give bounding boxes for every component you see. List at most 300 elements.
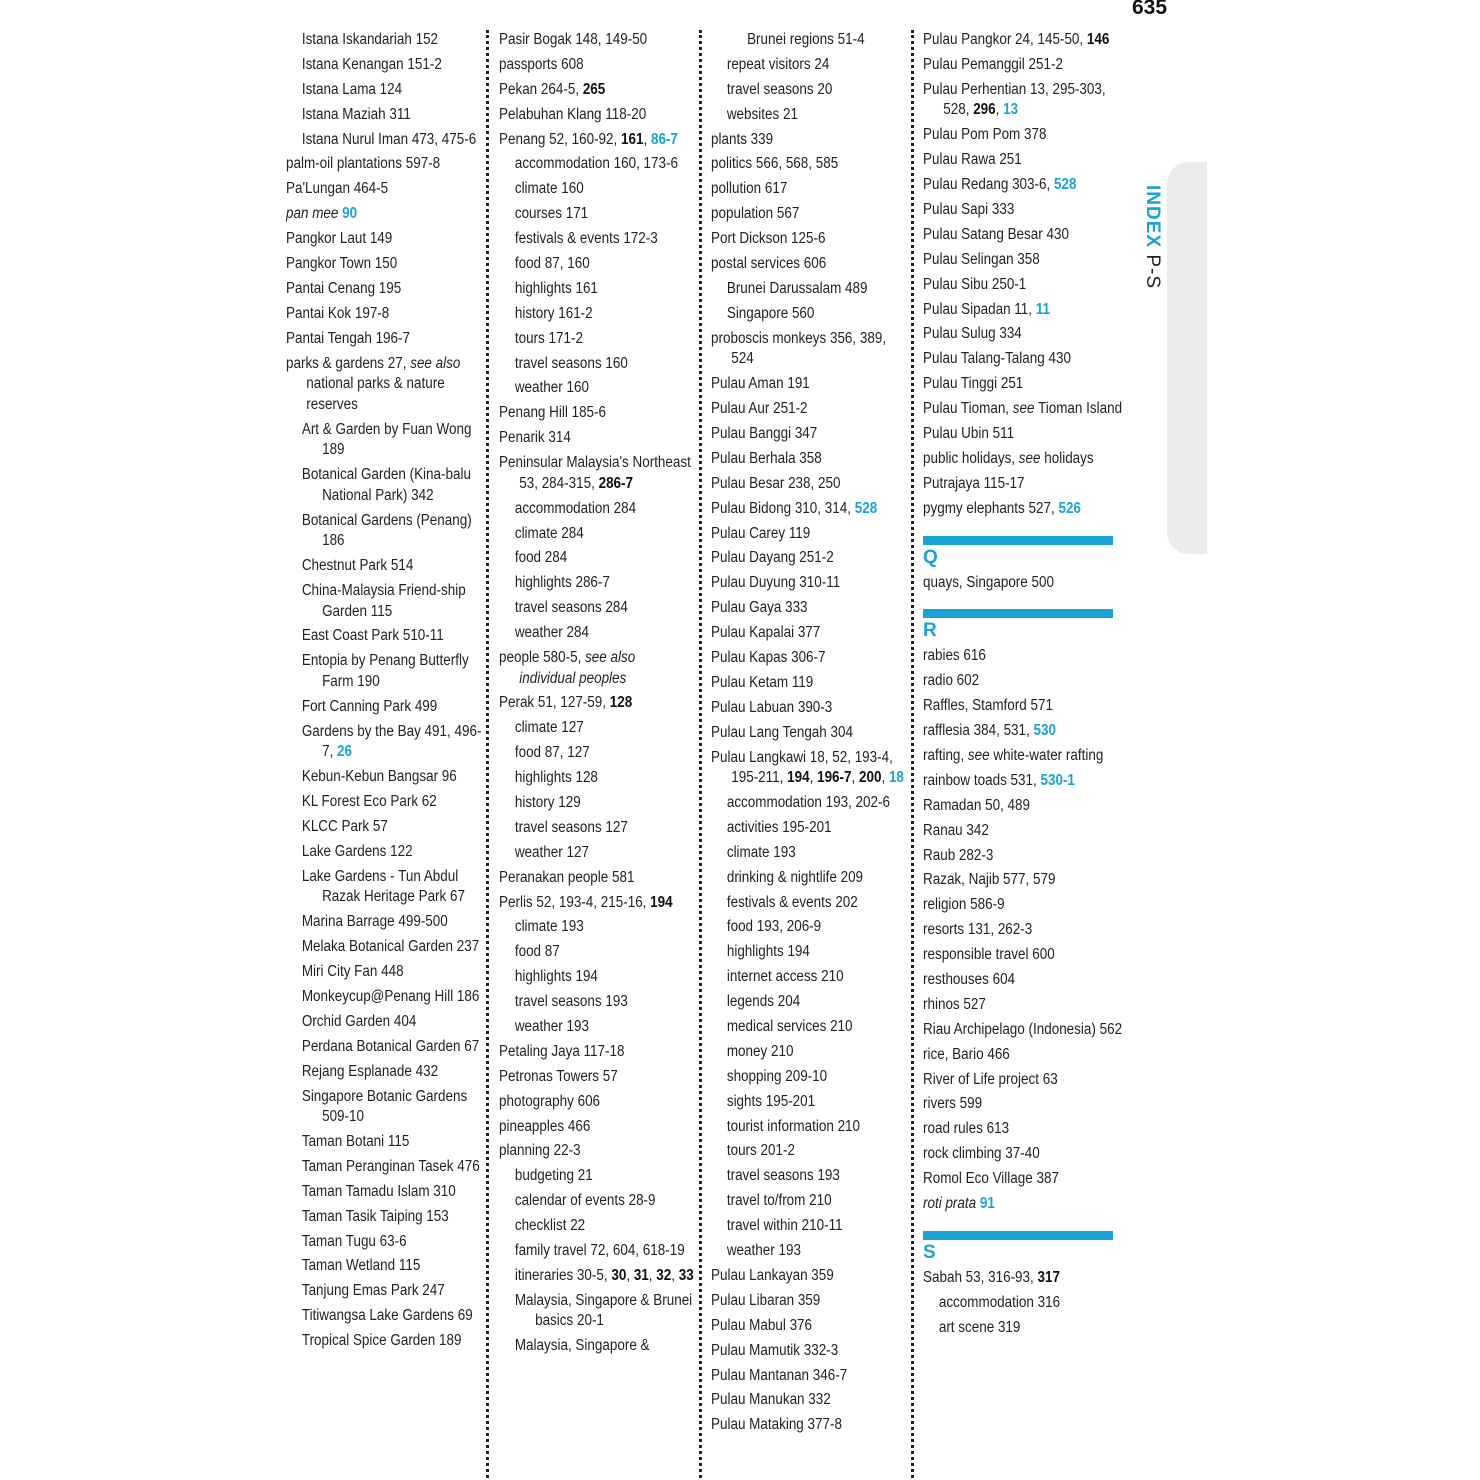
index-subentry (711, 1189, 907, 1214)
entry-text: Taman Botani 115 (301, 1133, 410, 1150)
entry-text: websites 21 (726, 105, 798, 123)
index-entry (923, 173, 1123, 198)
index-entry (711, 252, 907, 277)
index-entry (286, 152, 482, 177)
index-entry (499, 426, 695, 451)
entry-text: Sabah 53, 316-93, (923, 1268, 1038, 1286)
entry-text: resorts 131, 262-3 (923, 921, 1033, 939)
index-subentry (499, 716, 695, 741)
index-entry (923, 794, 1123, 819)
entry-text: festivals & events 202 (726, 893, 858, 911)
entry-text: holidays (1040, 449, 1094, 467)
index-entry (923, 968, 1123, 993)
entry-text: Pulau Ketam 119 (711, 673, 814, 691)
index-subentry (499, 522, 695, 547)
entry-text: Petronas Towers 57 (499, 1067, 618, 1085)
entry-text: calendar of events 28-9 (514, 1192, 656, 1210)
entry-text: checklist 22 (514, 1217, 586, 1235)
index-entry (923, 868, 1123, 893)
entry-text: Taman Peranginan Tasek 476 (301, 1157, 480, 1175)
entry-text: resthouses 604 (923, 970, 1016, 988)
index-entry (923, 53, 1123, 78)
entry-text: , (643, 130, 651, 148)
entry-text: KLCC Park 57 (301, 818, 388, 836)
index-subentry (499, 376, 695, 401)
index-subentry (286, 128, 482, 153)
index-entry (923, 123, 1123, 148)
index-entry (923, 447, 1123, 472)
entry-text: rafflesia 384, 531, (923, 722, 1034, 740)
index-subentry (711, 78, 907, 103)
index-entry (711, 1289, 907, 1314)
entry-text: rainbow toads 531, (923, 771, 1041, 789)
entry-text: Perlis 52, 193-4, 215-16, (499, 893, 651, 911)
index-entry (711, 1388, 907, 1413)
entry-text: rabies 616 (923, 647, 986, 665)
entry-text: Istana Nurul Iman 473, 475-6 (301, 130, 477, 148)
entry-text: Penang 52, 160-92, (499, 130, 622, 148)
entry-text: Art & Garden by Fuan Wong 189 (301, 420, 472, 459)
entry-text: Perak 51, 127-59, (499, 694, 610, 712)
index-entry (923, 943, 1123, 968)
entry-text: Pulau Talang-Talang 430 (923, 350, 1071, 368)
index-subentry (286, 1279, 482, 1304)
side-tab-range-label: P-S (1142, 254, 1163, 290)
entry-text: Pulau Mataking 377-8 (711, 1416, 842, 1434)
entry-text: rafting, (923, 746, 968, 764)
index-subentry (499, 596, 695, 621)
entry-text: Istana Iskandariah 152 (301, 31, 439, 48)
index-column-1 (286, 28, 482, 1354)
map-page-ref: 194 (650, 893, 673, 911)
entry-text: , (809, 769, 818, 787)
letter-section-header (923, 536, 1123, 569)
entry-text: travel within 210-11 (726, 1217, 843, 1235)
index-subentry (499, 1334, 695, 1359)
column-divider (699, 30, 702, 1478)
illustration-page-ref: 530-1 (1040, 771, 1075, 789)
entry-text: travel seasons 284 (514, 599, 628, 617)
entry-text: highlights 128 (514, 769, 598, 787)
index-entry (923, 644, 1123, 669)
entry-text: Putrajaya 115-17 (923, 474, 1025, 492)
index-entry (711, 1364, 907, 1389)
entry-text: Entopia by Penang Butterfly Farm 190 (301, 652, 469, 690)
side-tab-index-label: INDEX (1142, 185, 1163, 249)
index-subentry (286, 28, 482, 53)
index-entry (711, 128, 907, 153)
entry-text: River of Life project 63 (923, 1070, 1058, 1088)
index-entry (923, 918, 1123, 943)
index-entry (923, 148, 1123, 173)
index-entry (923, 198, 1123, 223)
entry-text: Botanical Garden (Kina-balu National Park) 342 (301, 466, 471, 504)
index-subentry (499, 546, 695, 571)
index-subentry (711, 965, 907, 990)
index-subentry (286, 790, 482, 815)
entry-text: Pulau Ubin 511 (923, 424, 1015, 442)
entry-text: food 284 (514, 549, 568, 567)
index-entry (499, 891, 695, 916)
entry-text: Taman Tasik Taiping 153 (301, 1207, 449, 1225)
index-subentry (499, 741, 695, 766)
entry-text: highlights 194 (726, 943, 810, 961)
entry-text: Pulau Tioman, (923, 400, 1013, 418)
entry-text: , (648, 1266, 657, 1284)
index-subentry (711, 1115, 907, 1140)
index-entry (923, 397, 1123, 422)
entry-text: KL Forest Eco Park 62 (301, 793, 437, 811)
index-subentry (499, 327, 695, 352)
index-entry (711, 472, 907, 497)
index-subentry (499, 990, 695, 1015)
index-subentry (286, 78, 482, 103)
entry-text: Pulau Sibu 250-1 (923, 275, 1027, 293)
entry-text: Singapore Botanic Gardens 509-10 (301, 1087, 468, 1126)
index-entry (923, 248, 1123, 273)
index-subentry (711, 816, 907, 841)
entry-text: Pelabuhan Klang 118-20 (499, 105, 647, 123)
index-subentry (499, 1239, 695, 1264)
index-entry (499, 1065, 695, 1090)
entry-text: Pangkor Town 150 (286, 255, 398, 273)
entry-text: radio 602 (923, 672, 980, 690)
index-subentry (286, 865, 482, 910)
index-entry (711, 422, 907, 447)
entry-text: Peninsular Malaysia's Northeast 53, 284-315, (499, 454, 691, 492)
index-subentry (499, 227, 695, 252)
column-divider (486, 30, 489, 1478)
index-entry (711, 646, 907, 671)
entry-text: history 129 (514, 794, 581, 812)
entry-text: pan mee (286, 205, 343, 223)
index-entry (711, 571, 907, 596)
index-subentry (711, 891, 907, 916)
index-entry (499, 28, 695, 53)
entry-text: Pulau Pom Pom 378 (923, 126, 1047, 144)
map-page-ref: 31 (633, 1266, 649, 1284)
index-entry (711, 202, 907, 227)
letter-section-header (923, 609, 1123, 642)
entry-text: Pulau Gaya 333 (711, 599, 808, 617)
entry-text: Perdana Botanical Garden 67 (301, 1037, 480, 1055)
index-entry (711, 227, 907, 252)
entry-text: Peranakan people 581 (499, 868, 635, 886)
index-subentry (286, 840, 482, 865)
entry-text: Marina Barrage 499-500 (301, 913, 448, 931)
entry-text: Miri City Fan 448 (301, 963, 404, 981)
letter-heading: Q (923, 546, 938, 568)
index-entry (499, 1115, 695, 1140)
entry-text: medical services 210 (726, 1018, 853, 1036)
entry-text: Pasir Bogak 148, 149-50 (499, 31, 648, 48)
entry-text: Brunei Darussalam 489 (726, 279, 868, 297)
index-subentry (711, 1239, 907, 1264)
illustration-page-ref: 11 (1035, 300, 1051, 318)
entry-text: Penarik 314 (499, 429, 571, 447)
entry-text: rock climbing 37-40 (923, 1145, 1040, 1163)
index-subentry (499, 1264, 695, 1289)
entry-text: art scene 319 (938, 1318, 1021, 1336)
index-entry (923, 571, 1123, 596)
entry-text: Taman Tamadu Islam 310 (301, 1182, 456, 1200)
index-subentry (499, 841, 695, 866)
entry-text: , (851, 769, 859, 787)
entry-text: road rules 613 (923, 1120, 1010, 1138)
index-subentry (286, 554, 482, 579)
entry-text: Fort Canning Park 499 (301, 697, 438, 715)
entry-text: Singapore 560 (726, 304, 815, 322)
illustration-page-ref: 91 (979, 1195, 995, 1212)
entry-text: Gardens by the Bay 491, 496-7, (301, 722, 482, 761)
index-entry (711, 177, 907, 202)
index-subentry (711, 791, 907, 816)
entry-text: Orchid Garden 404 (301, 1012, 417, 1030)
entry-text: family travel 72, 604, 618-19 (514, 1242, 685, 1260)
index-subentry (711, 915, 907, 940)
index-subentry (286, 103, 482, 128)
index-subentry (711, 1015, 907, 1040)
entry-text: rice, Bario 466 (923, 1045, 1010, 1063)
index-subentry (499, 965, 695, 990)
entry-text: Pulau Libaran 359 (711, 1291, 821, 1309)
entry-text: Pulau Aman 191 (711, 375, 810, 393)
entry-text: Tropical Spice Garden 189 (301, 1332, 462, 1350)
index-subentry (286, 1304, 482, 1329)
index-subentry (711, 1214, 907, 1239)
index-entry (923, 223, 1123, 248)
entry-text: Pulau Mantanan 346-7 (711, 1366, 848, 1384)
entry-text: pineapples 466 (499, 1117, 591, 1135)
letter-section-bar (923, 1231, 1113, 1240)
index-entry (923, 273, 1123, 298)
entry-text: Pulau Rawa 251 (923, 151, 1022, 169)
entry-text: history 161-2 (514, 304, 593, 322)
index-subentry (923, 1291, 1123, 1316)
entry-text: money 210 (726, 1042, 794, 1060)
index-entry (923, 719, 1123, 744)
index-entry (923, 78, 1123, 123)
index-subentry (286, 509, 482, 554)
index-entry (286, 252, 482, 277)
illustration-page-ref: 13 (1003, 101, 1019, 119)
index-subentry (499, 1214, 695, 1239)
index-entry (711, 746, 907, 791)
index-subentry (711, 1164, 907, 1189)
illustration-page-ref: 86-7 (650, 130, 678, 148)
index-entry (286, 327, 482, 352)
index-subentry (711, 103, 907, 128)
entry-text: see (1018, 449, 1041, 467)
entry-text: accommodation 160, 173-6 (514, 155, 678, 173)
entry-text: Lake Gardens 122 (301, 842, 413, 860)
index-subentry (286, 1155, 482, 1180)
index-subentry (286, 53, 482, 78)
entry-text: Pulau Pangkor 24, 145-50, (923, 31, 1087, 48)
illustration-page-ref: 26 (337, 743, 353, 761)
index-subentry (711, 1065, 907, 1090)
index-entry (711, 596, 907, 621)
index-entry (923, 744, 1123, 769)
entry-text: pollution 617 (711, 180, 788, 198)
index-subentry (286, 935, 482, 960)
entry-text: Pulau Satang Besar 430 (923, 225, 1069, 243)
entry-text: Raffles, Stamford 571 (923, 697, 1053, 715)
entry-text: see (1012, 400, 1035, 418)
entry-text: weather 193 (726, 1242, 801, 1260)
index-subentry (711, 53, 907, 78)
index-entry (923, 322, 1123, 347)
entry-text: climate 127 (514, 719, 584, 737)
index-subentry (286, 695, 482, 720)
index-entry (286, 302, 482, 327)
index-entry (286, 227, 482, 252)
index-entry (499, 451, 695, 496)
entry-text: tours 201-2 (726, 1142, 795, 1160)
entry-text: accommodation 316 (938, 1293, 1061, 1311)
entry-text: food 87, 127 (514, 744, 590, 762)
entry-text: Pulau Manukan 332 (711, 1391, 831, 1409)
index-entry (711, 372, 907, 397)
entry-text: quays, Singapore 500 (923, 573, 1054, 591)
entry-text: Pulau Besar 238, 250 (711, 474, 841, 492)
index-entry (923, 1142, 1123, 1167)
index-subentry (499, 352, 695, 377)
illustration-page-ref: 526 (1058, 499, 1081, 517)
entry-text: climate 284 (514, 524, 584, 542)
index-subentry (499, 302, 695, 327)
entry-text: travel to/from 210 (726, 1192, 832, 1210)
index-entry (923, 298, 1123, 323)
entry-text: Rejang Esplanade 432 (301, 1062, 439, 1080)
entry-text: Tioman Island (1034, 400, 1123, 418)
entry-text: Pa'Lungan 464-5 (286, 180, 389, 198)
entry-text: plants 339 (711, 130, 774, 148)
entry-text: national parks & nature reserves (306, 375, 445, 413)
index-entry (923, 1068, 1123, 1093)
entry-text: Pulau Carey 119 (711, 524, 811, 542)
index-subentry (499, 1164, 695, 1189)
index-subentry (711, 1139, 907, 1164)
entry-text: Pulau Banggi 347 (711, 424, 818, 442)
index-entry (499, 53, 695, 78)
index-subentry (286, 624, 482, 649)
index-subentry (499, 497, 695, 522)
entry-text: public holidays, (923, 449, 1019, 467)
entry-text: tours 171-2 (514, 329, 583, 347)
index-subentry (499, 766, 695, 791)
index-entry (499, 1139, 695, 1164)
index-entry (923, 1018, 1123, 1043)
entry-text: Malaysia, Singapore & (514, 1337, 650, 1355)
map-page-ref: 265 (582, 80, 606, 98)
index-subentry (286, 1085, 482, 1130)
entry-text: Pulau Kapas 306-7 (711, 648, 826, 666)
index-entry (923, 372, 1123, 397)
index-subentry (499, 940, 695, 965)
entry-text: see also individual peoples (519, 648, 636, 687)
entry-text: Taman Tugu 63-6 (301, 1232, 407, 1250)
index-subentry (286, 649, 482, 694)
index-entry (711, 671, 907, 696)
entry-text: responsible travel 600 (923, 946, 1055, 964)
index-subentry (499, 177, 695, 202)
index-entry (923, 497, 1123, 522)
entry-text: Pulau Redang 303-6, (923, 176, 1054, 194)
entry-text: festivals & events 172-3 (514, 230, 658, 248)
entry-text: drinking & nightlife 209 (726, 868, 864, 886)
index-subentry (711, 990, 907, 1015)
index-entry (286, 277, 482, 302)
index-entry (711, 546, 907, 571)
index-subentry (499, 571, 695, 596)
entry-text: parks & gardens 27, (286, 354, 411, 372)
index-entry (499, 103, 695, 128)
index-entry (711, 497, 907, 522)
entry-text: Pulau Lankayan 359 (711, 1266, 834, 1284)
illustration-page-ref: 530 (1033, 722, 1056, 740)
entry-text: Pulau Mamutik 332-3 (711, 1341, 839, 1359)
side-tab-label (1133, 185, 1173, 385)
entry-text: Petaling Jaya 117-18 (499, 1042, 625, 1060)
map-page-ref: 32 (656, 1266, 672, 1284)
index-entry (923, 1192, 1123, 1217)
index-subentry (923, 1316, 1123, 1341)
entry-text: pygmy elephants 527, (923, 499, 1059, 517)
entry-text: food 87 (514, 943, 560, 961)
index-subentry (711, 841, 907, 866)
entry-text: repeat visitors 24 (726, 55, 830, 73)
index-entry (923, 1167, 1123, 1192)
illustration-page-ref: 528 (1053, 176, 1077, 194)
index-subentry (711, 1090, 907, 1115)
entry-text: internet access 210 (726, 968, 844, 986)
index-subentry (286, 418, 482, 463)
index-subentry (499, 1289, 695, 1334)
index-subentry (286, 765, 482, 790)
entry-text: Pekan 264-5, (499, 80, 583, 98)
illustration-page-ref: 528 (854, 499, 878, 517)
entry-text: Istana Kenangan 151-2 (301, 55, 442, 73)
index-entry (711, 1264, 907, 1289)
index-subentry (711, 940, 907, 965)
index-subentry (499, 621, 695, 646)
map-page-ref: 317 (1037, 1268, 1060, 1286)
index-column-3 (711, 28, 907, 1438)
index-subentry (286, 910, 482, 935)
entry-text: Pulau Sapi 333 (923, 200, 1015, 218)
entry-text: , (626, 1266, 634, 1284)
map-page-ref: 194 (787, 769, 810, 787)
entry-text: Pantai Cenang 195 (286, 279, 402, 297)
index-subentry (711, 28, 907, 53)
entry-text: shopping 209-10 (726, 1067, 828, 1085)
entry-text: rhinos 527 (923, 995, 986, 1013)
entry-text: Botanical Gardens (Penang) 186 (301, 511, 472, 550)
index-subentry (499, 202, 695, 227)
index-subentry (286, 1035, 482, 1060)
index-entry (923, 1266, 1123, 1291)
index-subentry (499, 1015, 695, 1040)
index-entry (499, 691, 695, 716)
entry-text: food 87, 160 (514, 255, 590, 273)
map-page-ref: 30 (611, 1266, 627, 1284)
entry-text: Pulau Perhentian 13, 295-303, 528, (923, 80, 1106, 119)
index-subentry (711, 1040, 907, 1065)
entry-text: postal services 606 (711, 255, 827, 273)
entry-text: East Coast Park 510-11 (301, 627, 444, 645)
index-subentry (499, 816, 695, 841)
